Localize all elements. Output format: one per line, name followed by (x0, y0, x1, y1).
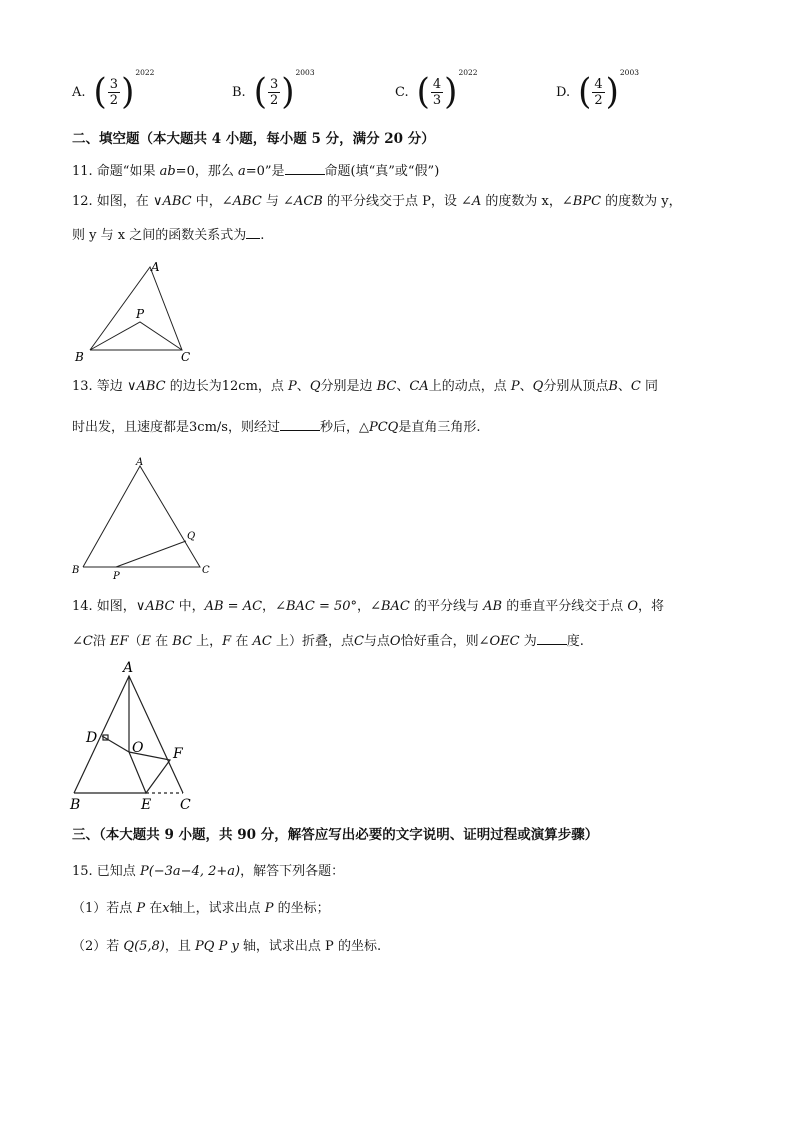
section-two-heading: 二、填空题（本大题共 4 小题，每小题 5 分，满分 20 分） (72, 131, 435, 147)
label-a: A (136, 457, 144, 468)
label-a: A (123, 660, 134, 676)
fraction: $\frac{3}{2}$ (109, 76, 119, 108)
exponent: 2022 (135, 68, 155, 77)
label-o: O (132, 740, 144, 756)
question-14-line-1: 14. 如图，∨ABC 中，AB = AC，∠BAC = 50°，∠BAC 的平分线与 AB 的垂直平分线交于点 O，将 (72, 599, 665, 614)
question-15-line-1: 15. 已知点 P(−3a−4, 2+a)，解答下列各题： (72, 864, 345, 879)
fraction: $\frac{3}{2}$ (269, 76, 279, 108)
answer-blank[interactable] (280, 416, 320, 431)
right-paren: ) (605, 71, 619, 113)
question-14-line-2: ∠C沿 EF（E 在 BC 上，F 在 AC 上）折叠，点C与点O恰好重合，则∠OEC 为 度. (72, 630, 584, 651)
right-paren: ) (121, 71, 135, 113)
fraction: $\frac{4}{3}$ (432, 76, 442, 108)
question-15-part-1: （1）若点 P 在x轴上，试求出点 P 的坐标； (72, 901, 330, 916)
figure-folded-triangle (66, 656, 206, 814)
label-b: B (70, 797, 81, 813)
label-f: F (173, 746, 183, 762)
label-p: P (136, 307, 145, 321)
answer-blank[interactable] (537, 630, 567, 645)
answer-blank[interactable] (246, 224, 260, 239)
label-c: C (202, 565, 210, 576)
right-paren: ) (281, 71, 295, 113)
option-b (232, 70, 315, 114)
option-c (395, 70, 478, 114)
question-15-part-2: （2）若 Q(5,8)，且 PQ P y 轴，试求出点 P 的坐标. (72, 939, 382, 954)
exponent: 2003 (295, 68, 315, 77)
section-three-heading: 三、（本大题共 9 小题，共 90 分，解答应写出必要的文字说明、证明过程或演算步骤） (72, 827, 599, 843)
figure-triangle-abc-bisectors (70, 255, 200, 367)
label-a: A (151, 260, 160, 274)
perpendicular-bisector (102, 736, 129, 752)
option-label: D. (556, 84, 571, 100)
option-a (72, 70, 154, 114)
bisector-lines (90, 322, 182, 350)
left-paren: ( (578, 71, 592, 113)
question-11: 11. 命题“如果 ab=0，那么 a=0”是 命题(填“真”或“假”) (72, 160, 439, 181)
label-e: E (141, 797, 152, 813)
triangle-abc (83, 466, 200, 567)
question-12-line-1: 12. 如图，在 ∨ABC 中，∠ABC 与 ∠ACB 的平分线交于点 P，设 ∠A 的度数为 x，∠BPC 的度数为 y， (72, 194, 682, 209)
label-d: D (86, 730, 98, 746)
label-b: B (72, 565, 80, 576)
label-p: P (113, 571, 120, 582)
option-label: A. (72, 84, 86, 100)
option-label: C. (395, 84, 409, 100)
right-paren: ) (444, 71, 458, 113)
left-paren: ( (416, 71, 430, 113)
option-d (556, 70, 639, 114)
fold-lines (129, 752, 170, 793)
answer-blank[interactable] (285, 160, 325, 175)
label-q: Q (187, 531, 196, 542)
fraction: $\frac{4}{2}$ (594, 76, 603, 108)
exponent: 2022 (458, 68, 478, 77)
question-12-line-2: 则 y 与 x 之间的函数关系式为 . (72, 224, 264, 245)
left-paren: ( (93, 71, 107, 113)
option-label: B. (232, 84, 246, 100)
label-c: C (180, 797, 191, 813)
figure-equilateral-triangle (68, 452, 218, 582)
label-b: B (75, 350, 84, 364)
question-13-line-1: 13. 等边 ∨ABC 的边长为12cm，点 P、Q分别是边 BC、CA上的动点，点 P、Q分别从顶点B、C 同 (72, 379, 658, 394)
question-13-line-2: 时出发，且速度都是3cm/s，则经过 秒后，△PCQ是直角三角形. (72, 416, 480, 437)
segment-pq (116, 541, 186, 567)
label-c: C (181, 350, 191, 364)
exponent: 2003 (619, 68, 639, 77)
left-paren: ( (253, 71, 267, 113)
